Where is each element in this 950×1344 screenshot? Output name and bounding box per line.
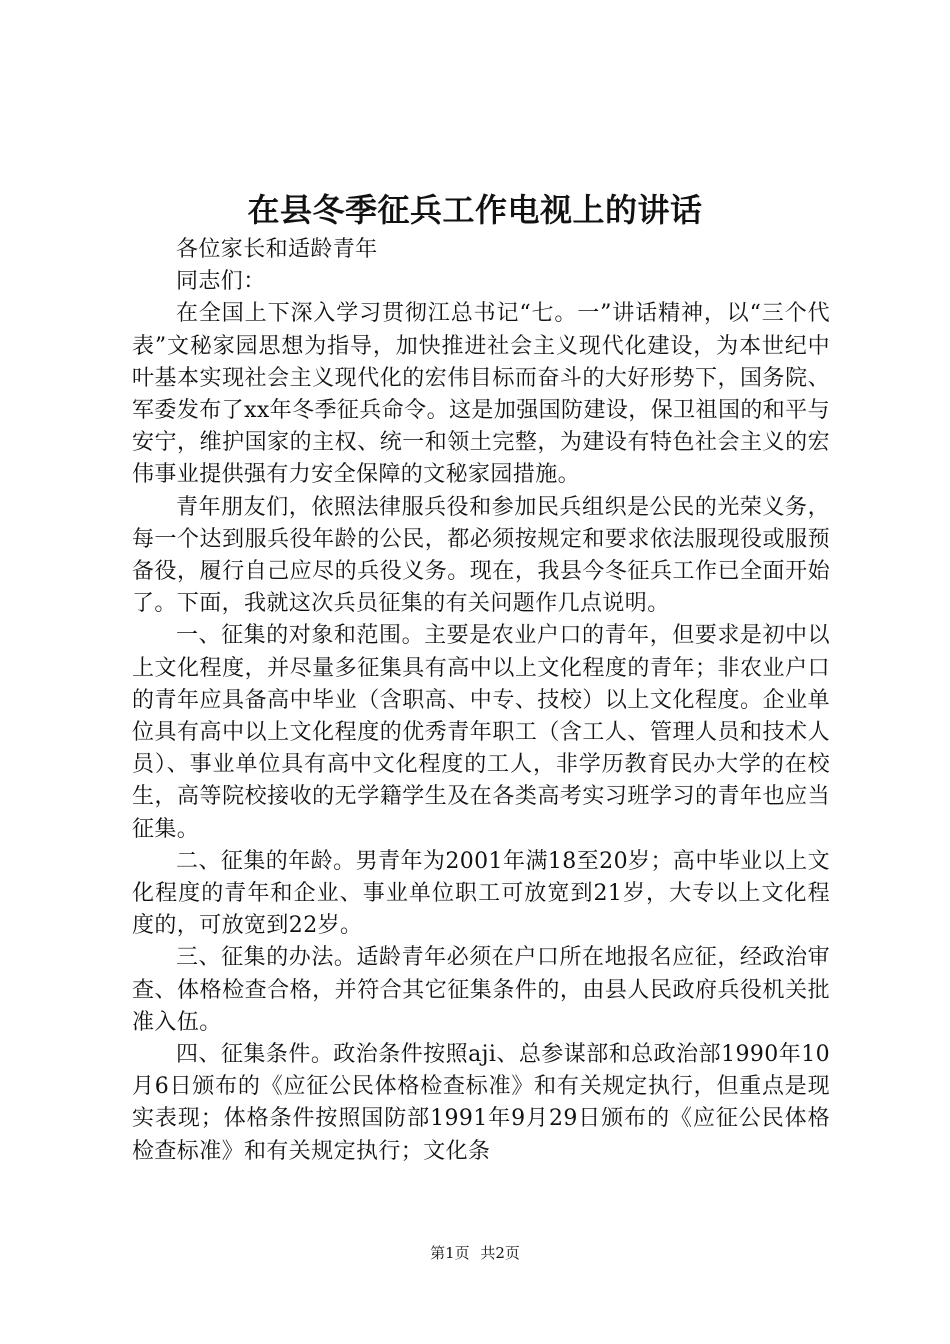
body-paragraph: 一、征集的对象和范围。主要是农业户口的青年，但要求是初中以上文化程度，并尽量多征集具有高中以上文化程度的青年；非农业户口的青年应具备高中毕业（含职高、中专、技校）以上文化程度。企业单位具有高中以上文化程度的优秀青年职工（含工人、管理人员和技术人员）、事业单位具有高中文化程度的工人，非学历教育民办大学的在校生，高等院校接收的无学籍学生及在各类高考实习班学习的青年也应当征集。 [132,623,830,842]
salutation-line: 同志们： [176,269,266,295]
document-title: 在县冬季征兵工作电视上的讲话 [247,191,703,229]
page-footer [0,1242,950,1264]
document-body [132,234,830,1168]
page-total: 共2页 [480,1244,520,1262]
body-paragraph: 二、征集的年龄。男青年为2001年满18至20岁；高中毕业以上文化程度的青年和企业、事业单位职工可放宽到21岁，大专以上文化程度的，可放宽到22岁。 [132,848,830,939]
salutation-line: 各位家长和适龄青年 [176,237,378,262]
body-paragraph: 三、征集的办法。适龄青年必须在户口所在地报名应征，经政治审查、体格检查合格，并符合其它征集条件的，由县人民政府兵役机关批准入伍。 [132,945,830,1035]
body-paragraph: 在全国上下深入学习贯彻江总书记“七。一”讲话精神，以“三个代表”文秘家园思想为指导，加快推进社会主义现代化建设，为本世纪中叶基本实现社会主义现代化的宏伟目标而奋斗的大好形势下，国务院、军委发布了xx年冬季征兵命令。这是加强国防建设，保卫祖国的和平与安宁，维护国家的主权、统一和领土完整，为建设有特色社会主义的宏伟事业提供强有力安全保障的文秘家园措施。 [132,301,830,488]
body-paragraph: 青年朋友们，依照法律服兵役和参加民兵组织是公民的光荣义务，每一个达到服兵役年龄的公民，都必须按规定和要求依法服现役或服预备役，履行自己应尽的兵役义务。现在，我县今冬征兵工作已全面开始了。下面，我就这次兵员征集的有关问题作几点说明。 [132,494,830,617]
body-paragraph: 四、征集条件。政治条件按照aji、总参谋部和总政治部1990年10月6日颁布的《应征公民体格检查标准》和有关规定执行，但重点是现实表现；体格条件按照国防部1991年9月29日颁布的《应征公民体格检查标准》和有关规定执行；文化条 [132,1042,830,1164]
page-number: 第1页 [430,1244,470,1262]
